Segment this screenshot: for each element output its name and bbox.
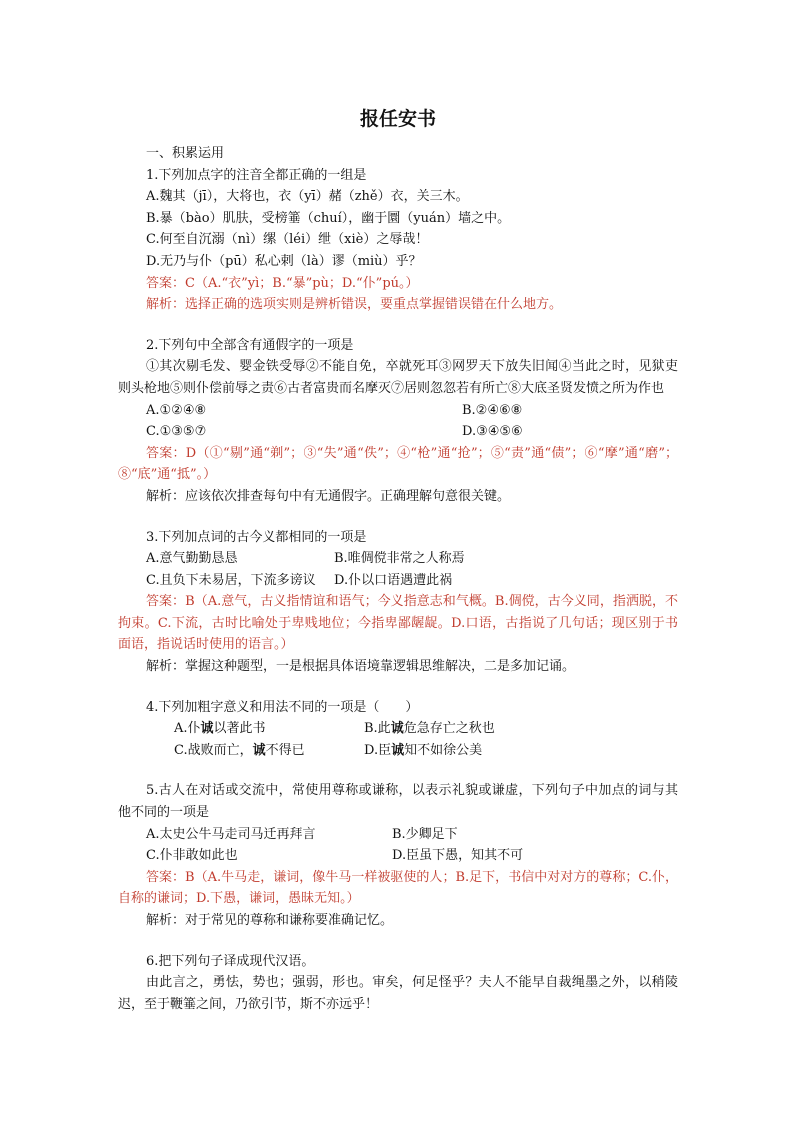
q4-option-b: B.此诚危急存亡之秋也 [364, 721, 495, 737]
q6-passage: 由此言之，勇怯，势也；强弱，形也。审矣，何足怪乎？夫人不能早自裁绳墨之外，以稍陵迟，至于鞭箠之间，乃欲引节，斯不亦远乎！ [118, 975, 678, 1012]
q5-answer: 答案：B（A.牛马走，谦词，像牛马一样被驱使的人；B.足下，书信中对对方的尊称；C.仆，自称的谦词；D.下愚，谦词，愚昧无知。） [118, 869, 678, 907]
q5-option-d: D.臣虽下愚，知其不可 [392, 848, 524, 864]
q4-options-row-2 [118, 740, 678, 762]
q5-option-a: A.太史公牛马走司马迁再拜言 [146, 826, 316, 842]
q1-option-a: A.魏其（jī），大将也，衣（yī）赭（zhě）衣，关三木。 [146, 189, 469, 205]
q3-stem: 3.下列加点词的古今义都相同的一项是 [146, 529, 367, 545]
q2-passage: ①其次剔毛发、婴金铁受辱②不能自免，卒就死耳③网罗天下放失旧闻④当此之时，见狱吏则头枪地⑤则仆偿前辱之责⑥古者富贵而名摩灭⑦居则忽忽若有所亡⑧大底圣贤发愤之所为作也 [118, 359, 678, 396]
q4-option-a: A.仆诚以著此书 [174, 721, 266, 737]
q5-options-row-1 [118, 824, 678, 846]
q5-option-b: B.少卿足下 [392, 826, 458, 842]
q2-option-b: B.②④⑥⑧ [462, 402, 523, 418]
page-title: 报任安书 [359, 108, 436, 130]
section-heading: 一、积累运用 [146, 146, 225, 161]
q2-option-d: D.③④⑤⑥ [462, 424, 523, 440]
q2-analysis: 解析：应该依次排查每句中有无通假字。正确理解句意很关键。 [146, 488, 511, 504]
q1-analysis: 解析：选择正确的选项实则是辨析错误，要重点掌握错误错在什么地方。 [146, 297, 563, 313]
q1-option-b: B.暴（bào）肌肤，受榜箠（chuí），幽于圜（yuán）墙之中。 [146, 210, 511, 226]
q3-options-row-2 [118, 570, 678, 592]
q1-option-d: D.无乃与仆（pū）私心剌（là）谬（miù）乎？ [146, 253, 422, 269]
q4-option-d: D.臣诚知不如徐公美 [364, 742, 483, 758]
q1-answer: 答案：C（A.“衣”yì；B.“暴”pù；D.“仆”pú。） [146, 275, 419, 291]
q3-option-c: C.且负下未易居，下流多谤议 [146, 572, 316, 588]
q1-option-c: C.何至自沉溺（nì）缧（léi）绁（xiè）之辱哉！ [146, 232, 429, 248]
q1-stem: 1.下列加点字的注音全都正确的一组是 [146, 167, 367, 183]
q3-options-row-1 [118, 548, 678, 570]
q5-analysis: 解析：对于常见的尊称和谦称要准确记忆。 [146, 913, 394, 928]
q5-stem: 5.古人在对话或交流中，常使用尊称或谦称，以表示礼貌或谦虚，下列句子中加点的词与其他不同的一项是 [118, 783, 678, 821]
q2-option-a: A.①②④⑧ [146, 402, 207, 418]
document-page [118, 104, 678, 1015]
q4-options-row-1 [118, 718, 678, 740]
q3-answer: 答案：B（A.意气，古义指情谊和语气；今义指意志和气概。B.倜傥，古今义同，指洒脱，不拘束。C.下流，古时比喻处于卑贱地位；今指卑鄙龌龊。D.口语，古指说了几句话；现区别于书面语，指说话时使用的语言。） [118, 594, 678, 653]
q5-option-c: C.仆非敢如此也 [146, 848, 238, 864]
q4-stem: 4.下列加粗字意义和用法不同的一项是（ ） [146, 699, 419, 715]
q3-option-b: B.唯倜傥非常之人称焉 [334, 551, 465, 567]
q2-answer: 答案：D（①“剔”通“剃”；③“失”通“佚”；④“枪”通“抢”；⑤“责”通“债”；⑥“摩”通“磨”；⑧“底”通“抵”。） [118, 445, 678, 483]
q2-options-row-2 [118, 421, 678, 443]
q4-option-c: C.战败而亡，诚不得已 [174, 742, 305, 758]
q5-options-row-2 [118, 845, 678, 867]
q2-options-row-1 [118, 400, 678, 422]
q3-option-a: A.意气勤勤恳恳 [146, 551, 238, 567]
q3-analysis: 解析：掌握这种题型，一是根据具体语境靠逻辑思维解决，二是多加记诵。 [146, 659, 576, 675]
q2-option-c: C.①③⑤⑦ [146, 424, 207, 440]
q2-stem: 2.下列句中全部含有通假字的一项是 [146, 337, 354, 353]
q3-option-d: D.仆以口语遇遭此祸 [334, 572, 453, 588]
q6-stem: 6.把下列句子译成现代汉语。 [146, 953, 315, 969]
